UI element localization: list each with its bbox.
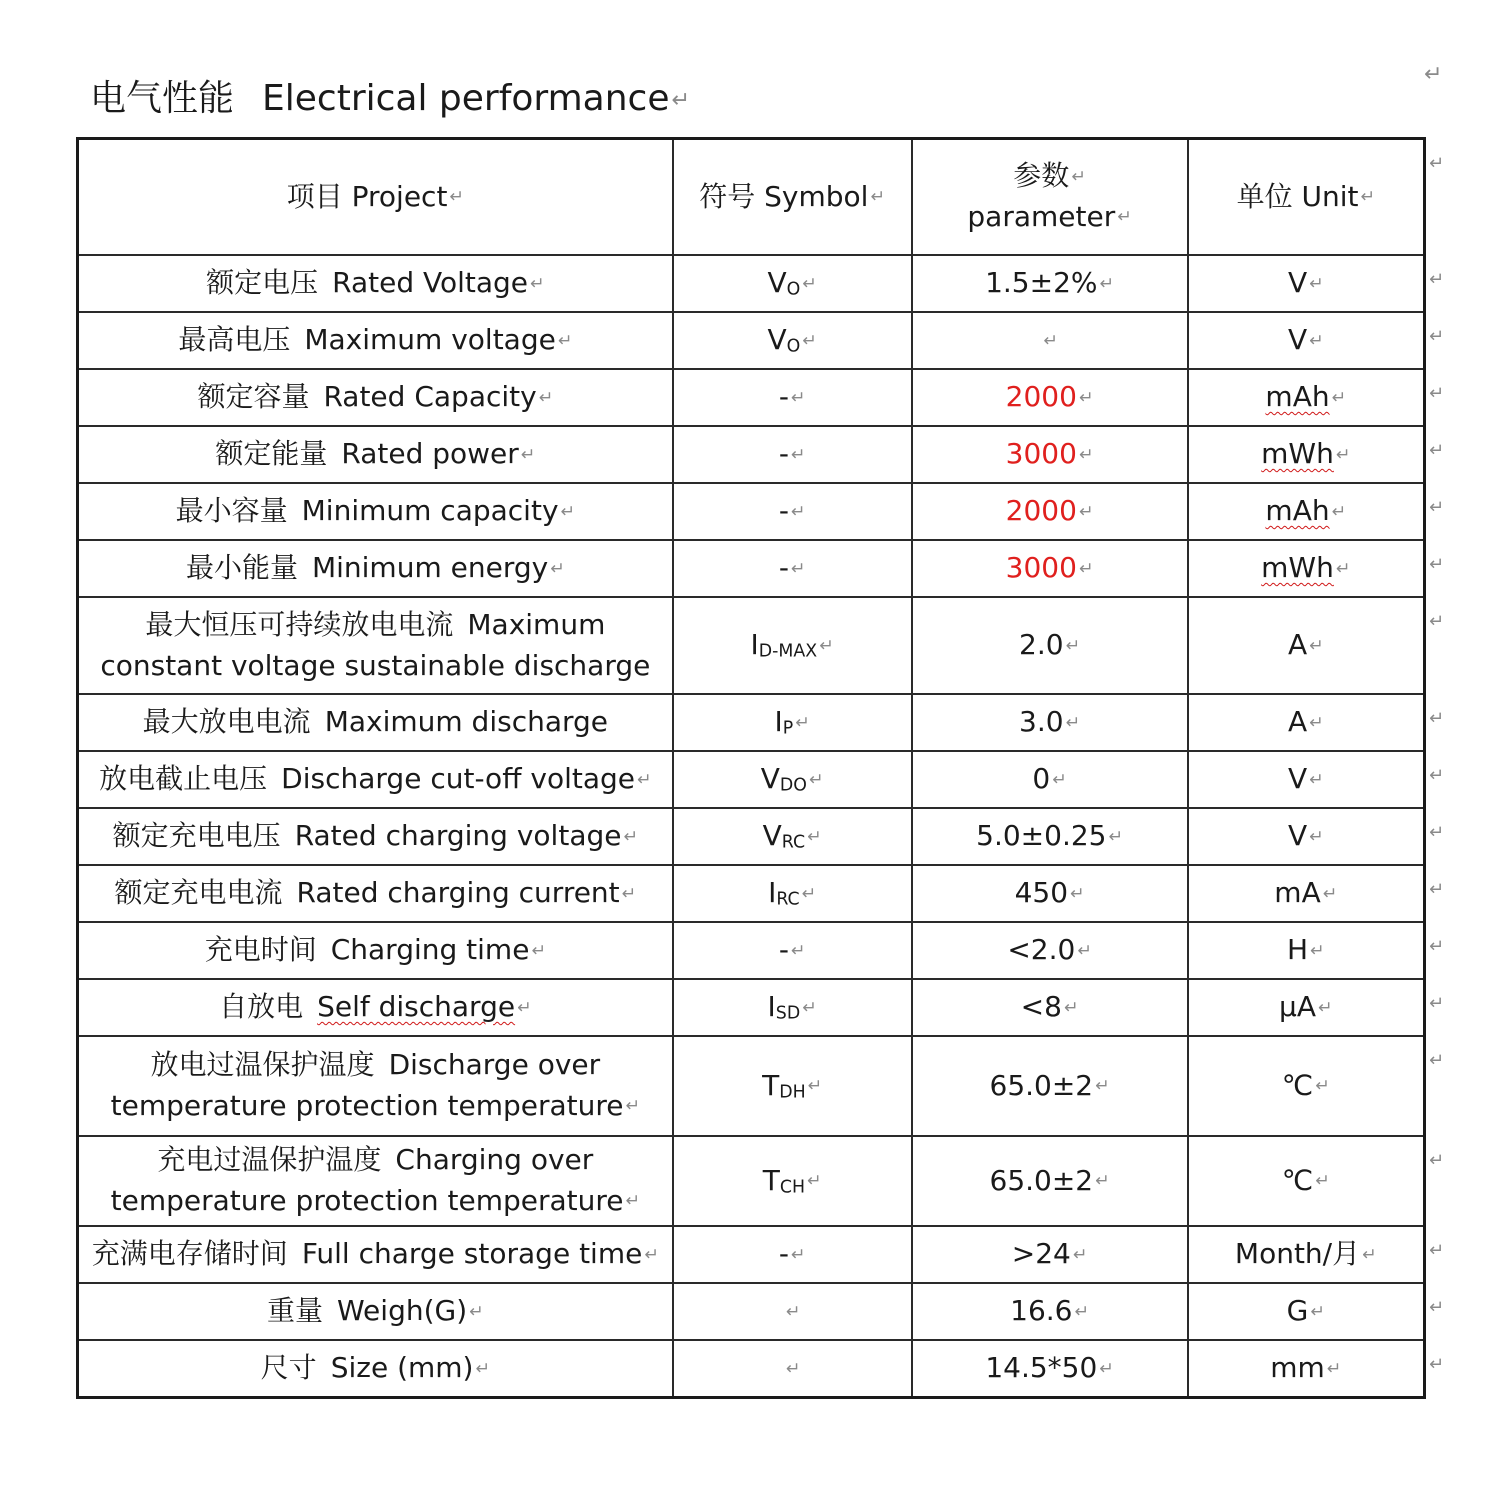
row-end-mark-icon: ↵ bbox=[1429, 326, 1445, 347]
cell-project bbox=[78, 808, 673, 865]
cell-project bbox=[78, 369, 673, 426]
header-parameter-en: parameter bbox=[967, 200, 1116, 233]
symbol-main: V bbox=[762, 819, 782, 853]
project-en: Minimum energy bbox=[311, 551, 549, 585]
cell-project bbox=[78, 540, 673, 597]
header-project bbox=[78, 139, 673, 256]
paragraph-mark-icon: ↵ bbox=[808, 769, 824, 790]
paragraph-mark-icon: ↵ bbox=[1070, 883, 1085, 904]
paragraph-mark-icon: ↵ bbox=[807, 826, 822, 847]
cell-project bbox=[78, 483, 673, 540]
unit-value: mm bbox=[1270, 1351, 1325, 1385]
symbol-subscript: RC bbox=[776, 889, 800, 910]
project-en: Rated charging current bbox=[296, 876, 620, 910]
cell-project bbox=[78, 1036, 673, 1136]
project-cn: 放电截止电压 bbox=[99, 762, 268, 796]
paragraph-mark-icon: ↵ bbox=[449, 187, 464, 208]
title-cn: 电气性能 bbox=[90, 78, 235, 119]
symbol-main: V bbox=[767, 266, 787, 300]
parameter-value: 65.0±2 bbox=[989, 1163, 1094, 1197]
row-end-mark-icon: ↵ bbox=[1429, 440, 1445, 461]
paragraph-mark-icon: ↵ bbox=[469, 1301, 484, 1322]
paragraph-mark-icon: ↵ bbox=[531, 940, 546, 961]
paragraph-mark-icon: ↵ bbox=[517, 997, 532, 1018]
project-cn: 额定电压 bbox=[206, 266, 319, 300]
unit-value: A bbox=[1287, 628, 1308, 662]
header-project-label: 项目 Project bbox=[286, 179, 448, 213]
paragraph-mark-icon: ↵ bbox=[1078, 558, 1094, 579]
paragraph-mark-icon: ↵ bbox=[1331, 387, 1347, 408]
paragraph-mark-icon: ↵ bbox=[1074, 1301, 1090, 1322]
cell-unit bbox=[1188, 597, 1425, 694]
row-end-mark-icon: ↵ bbox=[1429, 993, 1445, 1014]
cell-project bbox=[78, 1136, 673, 1226]
cell-symbol bbox=[673, 426, 912, 483]
cell-parameter bbox=[912, 1136, 1188, 1226]
paragraph-mark-icon: ↵ bbox=[1318, 997, 1333, 1018]
row-end-mark-icon: ↵ bbox=[1429, 1050, 1445, 1071]
paragraph-mark-icon: ↵ bbox=[560, 501, 576, 522]
cell-parameter bbox=[912, 1036, 1188, 1136]
parameter-value: >24 bbox=[1011, 1237, 1071, 1271]
cell-parameter bbox=[912, 751, 1188, 808]
unit-value: μA bbox=[1279, 990, 1316, 1024]
table-row bbox=[78, 922, 1425, 979]
cell-unit bbox=[1188, 751, 1425, 808]
symbol-main: - bbox=[778, 933, 789, 967]
parameter-value: 3000 bbox=[1005, 551, 1077, 585]
cell-unit bbox=[1188, 922, 1425, 979]
cell-symbol bbox=[673, 1226, 912, 1283]
table-row bbox=[78, 979, 1425, 1036]
paragraph-mark-icon: ↵ bbox=[530, 273, 545, 294]
symbol-main: I bbox=[767, 990, 776, 1024]
project-cn: 最小容量 bbox=[175, 494, 288, 528]
cell-project bbox=[78, 865, 673, 922]
paragraph-mark-icon: ↵ bbox=[1052, 769, 1067, 790]
project-cn: 放电过温保护温度 bbox=[150, 1048, 375, 1082]
row-end-mark-icon: ↵ bbox=[1429, 708, 1445, 729]
paragraph-mark-icon: ↵ bbox=[625, 1191, 641, 1212]
project-cn: 尺寸 bbox=[260, 1351, 317, 1385]
cell-parameter bbox=[912, 426, 1188, 483]
symbol-subscript: RC bbox=[781, 832, 806, 853]
parameter-value: <8 bbox=[1020, 990, 1062, 1024]
symbol-subscript: O bbox=[786, 279, 801, 300]
project-en: Weigh(G) bbox=[337, 1294, 468, 1328]
paragraph-mark-icon: ↵ bbox=[1099, 273, 1115, 294]
table-row bbox=[78, 1340, 1425, 1398]
cell-project bbox=[78, 1283, 673, 1340]
symbol-subscript: P bbox=[782, 718, 794, 739]
unit-value: ℃ bbox=[1281, 1163, 1314, 1197]
unit-value: mA bbox=[1274, 876, 1321, 910]
symbol-main: T bbox=[762, 1068, 780, 1102]
cell-unit bbox=[1188, 1283, 1425, 1340]
cell-parameter bbox=[912, 1340, 1188, 1398]
paragraph-mark-icon: ↵ bbox=[1309, 330, 1324, 351]
page-title bbox=[90, 70, 690, 121]
project-en: Maximum discharge bbox=[324, 705, 609, 739]
parameter-value: 65.0±2 bbox=[989, 1068, 1094, 1102]
cell-unit bbox=[1188, 369, 1425, 426]
table-row bbox=[78, 694, 1425, 751]
cell-unit bbox=[1188, 312, 1425, 369]
cell-unit bbox=[1188, 1136, 1425, 1226]
parameter-value: 14.5*50 bbox=[985, 1351, 1098, 1385]
cell-project bbox=[78, 922, 673, 979]
symbol-subscript: O bbox=[786, 336, 801, 357]
parameter-value: 2.0 bbox=[1019, 628, 1064, 662]
paragraph-mark-icon: ↵ bbox=[785, 1358, 801, 1379]
paragraph-mark-icon: ↵ bbox=[785, 1301, 801, 1322]
cell-symbol bbox=[673, 1136, 912, 1226]
row-end-mark-icon: ↵ bbox=[1429, 765, 1445, 786]
unit-value: V bbox=[1287, 266, 1308, 300]
project-en: Rated Capacity bbox=[323, 380, 537, 414]
parameter-value: 2000 bbox=[1005, 380, 1077, 414]
project-en: Discharge cut-off voltage bbox=[281, 762, 635, 796]
paragraph-mark-icon: ↵ bbox=[807, 1171, 822, 1192]
cell-symbol bbox=[673, 1283, 912, 1340]
cell-parameter bbox=[912, 1226, 1188, 1283]
header-symbol bbox=[673, 139, 912, 256]
cell-unit bbox=[1188, 979, 1425, 1036]
paragraph-mark-icon: ↵ bbox=[790, 444, 806, 465]
row-end-mark-icon: ↵ bbox=[1429, 879, 1445, 900]
project-en: Charging time bbox=[330, 933, 530, 967]
project-en: Rated charging voltage bbox=[294, 819, 622, 853]
table-row bbox=[78, 540, 1425, 597]
symbol-subscript: DO bbox=[779, 775, 807, 796]
row-end-mark-icon: ↵ bbox=[1429, 936, 1445, 957]
unit-value: V bbox=[1287, 819, 1308, 853]
cell-symbol bbox=[673, 694, 912, 751]
row-end-mark-icon: ↵ bbox=[1429, 822, 1445, 843]
cell-unit bbox=[1188, 1036, 1425, 1136]
row-end-mark-icon: ↵ bbox=[1429, 611, 1445, 632]
title-en: Electrical performance bbox=[262, 78, 670, 119]
project-en: Charging over temperature protection temperature bbox=[110, 1143, 624, 1217]
cell-project bbox=[78, 1226, 673, 1283]
paragraph-mark-icon: ↵ bbox=[1095, 1171, 1110, 1192]
symbol-main: I bbox=[768, 876, 777, 910]
table-row bbox=[78, 1226, 1425, 1283]
table-header-row bbox=[78, 139, 1425, 256]
cell-parameter bbox=[912, 979, 1188, 1036]
table-row bbox=[78, 751, 1425, 808]
row-end-mark-icon: ↵ bbox=[1429, 152, 1445, 174]
unit-value: H bbox=[1286, 933, 1309, 967]
cell-symbol bbox=[673, 1036, 912, 1136]
paragraph-mark-icon: ↵ bbox=[1108, 826, 1124, 847]
cell-unit bbox=[1188, 540, 1425, 597]
cell-parameter bbox=[912, 369, 1188, 426]
symbol-subscript: DH bbox=[779, 1082, 806, 1103]
table-row bbox=[78, 1283, 1425, 1340]
cell-symbol bbox=[673, 865, 912, 922]
project-cn: 额定容量 bbox=[197, 380, 310, 414]
paragraph-mark-icon: ↵ bbox=[1424, 62, 1443, 87]
paragraph-mark-icon: ↵ bbox=[802, 997, 817, 1018]
cell-symbol bbox=[673, 1340, 912, 1398]
row-end-mark-icon: ↵ bbox=[1429, 383, 1445, 404]
paragraph-mark-icon: ↵ bbox=[644, 1244, 659, 1265]
paragraph-mark-icon: ↵ bbox=[870, 187, 886, 208]
paragraph-mark-icon: ↵ bbox=[623, 826, 639, 847]
project-cn: 额定充电电压 bbox=[112, 819, 281, 853]
parameter-value: 3000 bbox=[1005, 437, 1077, 471]
paragraph-mark-icon: ↵ bbox=[1078, 444, 1094, 465]
symbol-subscript: D-MAX bbox=[758, 641, 818, 662]
cell-parameter bbox=[912, 865, 1188, 922]
project-cn: 额定能量 bbox=[215, 437, 328, 471]
paragraph-mark-icon: ↵ bbox=[621, 883, 637, 904]
project-cn: 重量 bbox=[267, 1294, 324, 1328]
cell-unit bbox=[1188, 1340, 1425, 1398]
table-row bbox=[78, 808, 1425, 865]
table-row bbox=[78, 426, 1425, 483]
header-parameter-cn: 参数 bbox=[1013, 159, 1070, 193]
project-en: Minimum capacity bbox=[301, 494, 559, 528]
paragraph-mark-icon: ↵ bbox=[1078, 501, 1094, 522]
row-end-mark-icon: ↵ bbox=[1429, 554, 1445, 575]
symbol-main: - bbox=[778, 551, 789, 585]
symbol-main: I bbox=[750, 628, 759, 662]
cell-unit bbox=[1188, 255, 1425, 312]
paragraph-mark-icon: ↵ bbox=[520, 444, 536, 465]
header-parameter bbox=[912, 139, 1188, 256]
header-unit bbox=[1188, 139, 1425, 256]
cell-parameter bbox=[912, 597, 1188, 694]
paragraph-mark-icon: ↵ bbox=[475, 1358, 491, 1379]
row-end-mark-icon: ↵ bbox=[1429, 269, 1445, 290]
header-symbol-label: 符号 Symbol bbox=[699, 179, 869, 213]
paragraph-mark-icon: ↵ bbox=[1322, 883, 1338, 904]
project-cn: 最高电压 bbox=[178, 323, 291, 357]
symbol-main: - bbox=[778, 380, 789, 414]
paragraph-mark-icon: ↵ bbox=[1095, 1076, 1110, 1097]
project-en: Discharge over temperature protection temperature bbox=[110, 1048, 624, 1122]
project-cn: 最小能量 bbox=[185, 551, 298, 585]
unit-value: G bbox=[1286, 1294, 1309, 1328]
paragraph-mark-icon: ↵ bbox=[1310, 940, 1325, 961]
project-cn: 最大放电电流 bbox=[142, 705, 311, 739]
paragraph-mark-icon: ↵ bbox=[790, 501, 806, 522]
unit-value: V bbox=[1287, 762, 1308, 796]
paragraph-mark-icon: ↵ bbox=[819, 635, 834, 656]
parameter-value: 16.6 bbox=[1010, 1294, 1073, 1328]
unit-value: mWh bbox=[1261, 551, 1334, 585]
project-cn: 充满电存储时间 bbox=[91, 1237, 288, 1271]
project-en: Rated Voltage bbox=[332, 266, 529, 300]
table-row bbox=[78, 255, 1425, 312]
symbol-main: V bbox=[767, 323, 787, 357]
cell-symbol bbox=[673, 369, 912, 426]
paragraph-mark-icon: ↵ bbox=[1335, 558, 1351, 579]
paragraph-mark-icon: ↵ bbox=[1335, 444, 1351, 465]
cell-symbol bbox=[673, 312, 912, 369]
cell-unit bbox=[1188, 865, 1425, 922]
paragraph-mark-icon: ↵ bbox=[1309, 826, 1324, 847]
cell-unit bbox=[1188, 694, 1425, 751]
cell-project bbox=[78, 1340, 673, 1398]
table-row bbox=[78, 1036, 1425, 1136]
symbol-main: I bbox=[774, 705, 783, 739]
cell-project bbox=[78, 597, 673, 694]
paragraph-mark-icon: ↵ bbox=[538, 387, 554, 408]
table-row bbox=[78, 369, 1425, 426]
parameter-value: 450 bbox=[1014, 876, 1069, 910]
project-en: Maximum voltage bbox=[304, 323, 556, 357]
cell-parameter bbox=[912, 312, 1188, 369]
project-en: Maximum constant voltage sustainable discharge bbox=[100, 607, 651, 682]
paragraph-mark-icon: ↵ bbox=[790, 387, 806, 408]
paragraph-mark-icon: ↵ bbox=[1309, 273, 1324, 294]
cell-parameter bbox=[912, 1283, 1188, 1340]
table-row bbox=[78, 1136, 1425, 1226]
symbol-main: - bbox=[778, 437, 789, 471]
cell-symbol bbox=[673, 597, 912, 694]
paragraph-mark-icon: ↵ bbox=[1078, 387, 1094, 408]
cell-project bbox=[78, 979, 673, 1036]
symbol-main: V bbox=[760, 762, 780, 796]
symbol-main: - bbox=[778, 1237, 789, 1271]
project-cn: 充电过温保护温度 bbox=[157, 1143, 382, 1177]
table-row bbox=[78, 865, 1425, 922]
electrical-performance-table bbox=[76, 137, 1426, 1399]
paragraph-mark-icon: ↵ bbox=[625, 1096, 641, 1117]
cell-unit bbox=[1188, 808, 1425, 865]
unit-value: V bbox=[1287, 323, 1308, 357]
paragraph-mark-icon: ↵ bbox=[1309, 769, 1324, 790]
paragraph-mark-icon: ↵ bbox=[1331, 501, 1347, 522]
paragraph-mark-icon: ↵ bbox=[795, 712, 810, 733]
paragraph-mark-icon: ↵ bbox=[1065, 712, 1081, 733]
project-cn: 自放电 bbox=[219, 990, 304, 1024]
unit-value: A bbox=[1287, 705, 1308, 739]
paragraph-mark-icon: ↵ bbox=[1309, 635, 1324, 656]
paragraph-mark-icon: ↵ bbox=[802, 330, 817, 351]
cell-project bbox=[78, 751, 673, 808]
paragraph-mark-icon: ↵ bbox=[1309, 712, 1324, 733]
cell-unit bbox=[1188, 483, 1425, 540]
paragraph-mark-icon: ↵ bbox=[1043, 330, 1058, 351]
project-cn: 额定充电电流 bbox=[114, 876, 283, 910]
paragraph-mark-icon: ↵ bbox=[1315, 1076, 1330, 1097]
cell-symbol bbox=[673, 808, 912, 865]
cell-symbol bbox=[673, 255, 912, 312]
cell-parameter bbox=[912, 483, 1188, 540]
paragraph-mark-icon: ↵ bbox=[807, 1076, 823, 1097]
cell-symbol bbox=[673, 922, 912, 979]
unit-value: Month/月 bbox=[1234, 1237, 1361, 1271]
row-end-mark-icon: ↵ bbox=[1429, 1297, 1445, 1318]
paragraph-mark-icon: ↵ bbox=[1071, 166, 1086, 187]
cell-parameter bbox=[912, 255, 1188, 312]
paragraph-mark-icon: ↵ bbox=[550, 558, 565, 579]
unit-value: mAh bbox=[1265, 494, 1330, 528]
symbol-main: - bbox=[778, 494, 789, 528]
paragraph-mark-icon: ↵ bbox=[1117, 207, 1132, 228]
paragraph-mark-icon: ↵ bbox=[637, 769, 652, 790]
paragraph-mark-icon: ↵ bbox=[1362, 1244, 1377, 1265]
table-row bbox=[78, 483, 1425, 540]
symbol-subscript: SD bbox=[775, 1003, 801, 1024]
project-cn: 最大恒压可持续放电电流 bbox=[145, 607, 454, 641]
cell-project bbox=[78, 255, 673, 312]
cell-project bbox=[78, 694, 673, 751]
paragraph-mark-icon: ↵ bbox=[790, 1244, 806, 1265]
cell-project bbox=[78, 426, 673, 483]
symbol-main: T bbox=[762, 1163, 780, 1197]
parameter-value: 0 bbox=[1032, 762, 1051, 796]
paragraph-mark-icon: ↵ bbox=[1065, 635, 1081, 656]
paragraph-mark-icon: ↵ bbox=[1072, 1244, 1088, 1265]
cell-symbol bbox=[673, 979, 912, 1036]
row-end-mark-icon: ↵ bbox=[1429, 1150, 1445, 1171]
paragraph-mark-icon: ↵ bbox=[1077, 940, 1092, 961]
project-cn: 充电时间 bbox=[204, 933, 317, 967]
cell-parameter bbox=[912, 808, 1188, 865]
cell-unit bbox=[1188, 1226, 1425, 1283]
cell-symbol bbox=[673, 540, 912, 597]
parameter-value: 2000 bbox=[1005, 494, 1077, 528]
paragraph-mark-icon: ↵ bbox=[671, 87, 691, 113]
paragraph-mark-icon: ↵ bbox=[802, 273, 817, 294]
table-row bbox=[78, 312, 1425, 369]
paragraph-mark-icon: ↵ bbox=[1310, 1301, 1325, 1322]
paragraph-mark-icon: ↵ bbox=[1315, 1171, 1330, 1192]
cell-parameter bbox=[912, 540, 1188, 597]
row-end-mark-icon: ↵ bbox=[1429, 1240, 1445, 1261]
header-unit-label: 单位 Unit bbox=[1236, 179, 1359, 213]
project-en: Size (mm) bbox=[330, 1351, 474, 1385]
parameter-value: 1.5±2% bbox=[985, 266, 1098, 300]
project-en: Rated power bbox=[341, 437, 519, 471]
paragraph-mark-icon: ↵ bbox=[1099, 1358, 1114, 1379]
cell-project bbox=[78, 312, 673, 369]
parameter-value: 3.0 bbox=[1019, 705, 1064, 739]
paragraph-mark-icon: ↵ bbox=[790, 558, 806, 579]
paragraph-mark-icon: ↵ bbox=[790, 940, 806, 961]
symbol-subscript: CH bbox=[779, 1177, 806, 1198]
unit-value: mWh bbox=[1261, 437, 1334, 471]
parameter-value: 5.0±0.25 bbox=[976, 819, 1107, 853]
unit-value: mAh bbox=[1265, 380, 1330, 414]
paragraph-mark-icon: ↵ bbox=[1360, 187, 1376, 208]
cell-symbol bbox=[673, 483, 912, 540]
row-end-mark-icon: ↵ bbox=[1429, 497, 1445, 518]
paragraph-mark-icon: ↵ bbox=[1063, 997, 1079, 1018]
cell-parameter bbox=[912, 922, 1188, 979]
project-en: Self discharge bbox=[317, 990, 516, 1024]
row-end-mark-icon: ↵ bbox=[1429, 1354, 1445, 1375]
project-en: Full charge storage time bbox=[301, 1237, 643, 1271]
table-row bbox=[78, 597, 1425, 694]
paragraph-mark-icon: ↵ bbox=[1326, 1358, 1342, 1379]
unit-value: ℃ bbox=[1281, 1068, 1314, 1102]
cell-symbol bbox=[673, 751, 912, 808]
cell-unit bbox=[1188, 426, 1425, 483]
parameter-value: <2.0 bbox=[1007, 933, 1076, 967]
cell-parameter bbox=[912, 694, 1188, 751]
paragraph-mark-icon: ↵ bbox=[801, 883, 817, 904]
paragraph-mark-icon: ↵ bbox=[557, 330, 573, 351]
